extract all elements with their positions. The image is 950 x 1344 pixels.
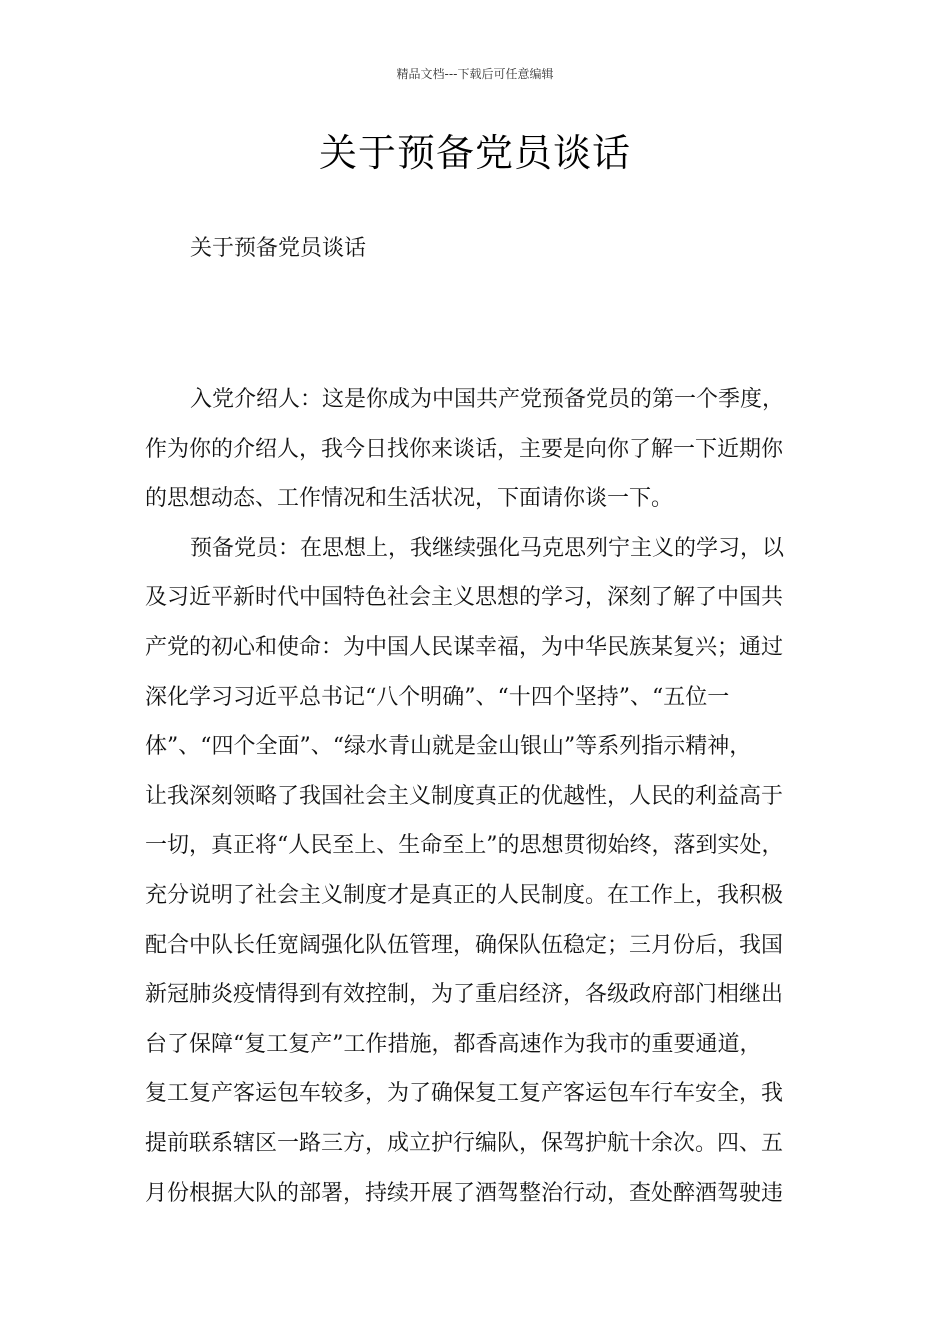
paragraph-line: 作为你的介绍人，我今日找你来谈话，主要是向你了解一下近期你: [145, 436, 784, 462]
paragraph-line: 月份根据大队的部署，持续开展了酒驾整治行动，查处醉酒驾驶违: [145, 1180, 784, 1206]
paragraph-line: 台了保障“复工复产”工作措施，都香高速作为我市的重要通道，: [145, 1031, 762, 1057]
paragraph-line: 入党介绍人：这是你成为中国共产党预备党员的第一个季度，: [190, 387, 785, 412]
paragraph-line: 体”、“四个全面”、“绿水青山就是金山银山”等系列指示精神，: [145, 734, 752, 760]
paragraph-line: 预备党员：在思想上，我继续强化马克思列宁主义的学习，以: [190, 535, 785, 561]
paragraph-line: 一切，真正将“人民至上、生命至上”的思想贯彻始终，落到实处，: [145, 833, 784, 859]
paragraph-line: 新冠肺炎疫情得到有效控制，为了重启经济，各级政府部门相继出: [145, 982, 784, 1008]
paragraph-line: 让我深刻领略了我国社会主义制度真正的优越性，人民的利益高于: [145, 783, 784, 809]
paragraph-line: 充分说明了社会主义制度才是真正的人民制度。在工作上，我积极: [145, 882, 784, 908]
document-title: 关于预备党员谈话: [318, 131, 631, 175]
paragraph-line: 提前联系辖区一路三方，成立护行编队，保驾护航十余次。四、五: [145, 1130, 784, 1156]
document-subtitle: 关于预备党员谈话: [190, 236, 367, 261]
paragraph-line: 复工复产客运包车较多，为了确保复工复产客运包车行车安全，我: [145, 1081, 784, 1107]
paragraph-line: 及习近平新时代中国特色社会主义思想的学习，深刻了解了中国共: [145, 585, 784, 611]
paragraph-line: 配合中队长任宽阔强化队伍管理，确保队伍稳定；三月份后，我国: [145, 932, 784, 958]
paragraph-line: 深化学习习近平总书记“八个明确”、“十四个坚持”、“五位一: [145, 684, 730, 710]
header-note: 精品文档---下载后可任意编辑: [396, 67, 554, 81]
paragraph-line: 产党的初心和使命：为中国人民谋幸福，为中华民族某复兴；通过: [145, 634, 784, 660]
body-text: [145, 380, 815, 1223]
paragraph-line: 的思想动态、工作情况和生活状况，下面请你谈一下。: [145, 486, 674, 512]
